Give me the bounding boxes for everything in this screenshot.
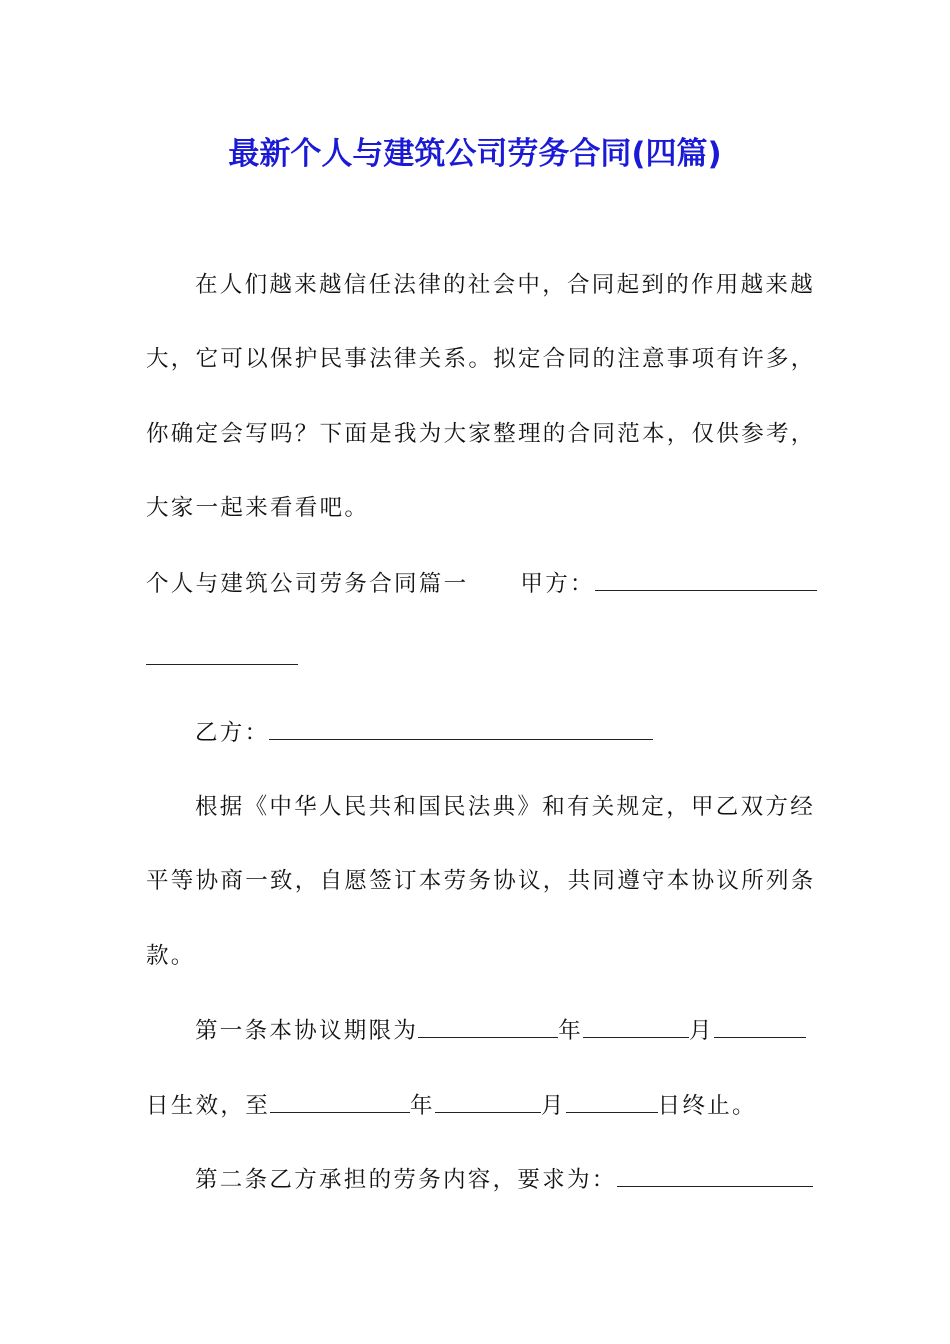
end-text: 日终止。 [657, 1093, 757, 1119]
start-month-blank [583, 1015, 689, 1038]
end-year-label: 年 [410, 1093, 435, 1119]
party-b-label: 乙方： [195, 720, 270, 746]
start-year-blank [418, 1015, 558, 1038]
start-day-blank [714, 1015, 806, 1038]
article-2-blank [617, 1164, 813, 1187]
section-heading: 个人与建筑公司劳务合同篇一 [146, 571, 469, 597]
party-b-blank [269, 717, 653, 740]
party-b-row [195, 717, 653, 747]
article-1-row-2 [146, 1090, 757, 1120]
article-1-row-1 [195, 1015, 806, 1045]
basis-line-3: 款。 [146, 943, 196, 969]
intro-line-1: 在人们越来越信任法律的社会中，合同起到的作用越来越 [195, 272, 816, 298]
article-2-row [195, 1164, 813, 1194]
intro-line-2: 大，它可以保护民事法律关系。拟定合同的注意事项有许多， [146, 346, 816, 372]
intro-line-4: 大家一起来看看吧。 [146, 495, 370, 521]
party-a-blank-continued [146, 642, 298, 665]
month-label: 月 [689, 1018, 714, 1044]
party-a-label: 甲方： [520, 571, 595, 597]
party-a-continued-row [146, 642, 298, 672]
year-label: 年 [558, 1018, 584, 1044]
section-heading-row [146, 568, 817, 598]
effective-text: 日生效，至 [146, 1093, 271, 1119]
end-day-blank [566, 1090, 658, 1113]
end-year-blank [270, 1090, 410, 1113]
basis-line-1: 根据《中华人民共和国民法典》和有关规定，甲乙双方经 [195, 794, 816, 820]
article-1-prefix: 第一条本协议期限为 [195, 1018, 419, 1044]
end-month-label: 月 [540, 1093, 566, 1119]
intro-line-3: 你确定会写吗？下面是我为大家整理的合同范本，仅供参考， [146, 421, 816, 447]
party-a-blank [595, 568, 817, 591]
end-month-blank [435, 1090, 541, 1113]
document-title: 最新个人与建筑公司劳务合同(四篇) [228, 136, 722, 172]
article-2-text: 第二条乙方承担的劳务内容，要求为： [195, 1167, 617, 1193]
basis-line-2: 平等协商一致，自愿签订本劳务协议，共同遵守本协议所列条 [146, 868, 816, 894]
